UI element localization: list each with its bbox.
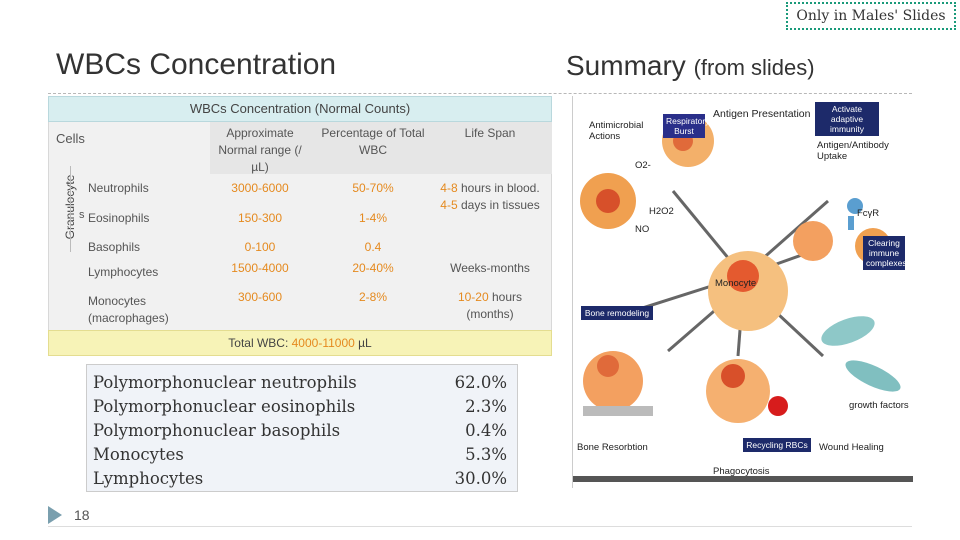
- monocyte-functions-diagram: [572, 96, 913, 488]
- row-cell-eosinophils: Eosinophils: [88, 211, 150, 225]
- table-footer-total: Total WBC: 4000-11000 µL: [48, 330, 552, 356]
- percent-names: [93, 371, 363, 491]
- page-arrow-icon: [48, 506, 62, 524]
- table-caption: WBCs Concentration (Normal Counts): [48, 96, 552, 122]
- list-value: 2.3%: [465, 397, 507, 416]
- row-pct-lymphocytes: 20-40%: [352, 261, 394, 275]
- cells-header: Cells: [56, 131, 85, 146]
- col-life-header: Life Span: [464, 126, 516, 140]
- life-monocytes: 10-20 hours (months): [457, 290, 523, 321]
- page-number: 18: [74, 507, 90, 523]
- row-pct-monocytes: 2-8%: [358, 290, 387, 304]
- divider-bottom: [48, 526, 912, 527]
- granulocytes-bracket: [70, 166, 83, 252]
- label-wound-healing: Wound Healing: [819, 442, 884, 453]
- life-lymphocytes: Weeks-months: [450, 261, 530, 275]
- label-activate-adaptive: Activate adaptive immunity: [815, 102, 879, 136]
- slide-title-left: WBCs Concentration: [56, 48, 337, 81]
- list-value: 30.0%: [454, 469, 507, 488]
- summary-title: Summary: [566, 50, 686, 81]
- list-item: Polymorphonuclear neutrophils: [93, 373, 357, 392]
- row-range-monocytes: 300-600: [237, 290, 283, 304]
- list-item: Monocytes: [93, 445, 184, 464]
- list-value: 62.0%: [454, 373, 507, 392]
- label-respiratory-burst: Respiratory Burst: [663, 114, 705, 138]
- row-pct-basophils: 0.4: [364, 240, 382, 254]
- slide-title-right: [566, 50, 815, 82]
- label-fcyr: FcγR: [857, 208, 880, 219]
- row-range-basophils: 0-100: [244, 240, 276, 254]
- row-range-eosinophils: 150-300: [237, 211, 283, 225]
- label-no: NO: [635, 224, 650, 235]
- summary-subtitle: (from slides): [693, 55, 815, 80]
- row-cell-basophils: Basophils: [88, 240, 141, 254]
- row-pct-eosinophils: 1-4%: [358, 211, 387, 225]
- label-o2: O2-: [635, 160, 651, 171]
- label-bone-resorption: Bone Resorbtion: [577, 442, 648, 453]
- list-item: Lymphocytes: [93, 469, 204, 488]
- col-pct-header: Percentage of Total WBC: [321, 126, 425, 157]
- label-antigen-uptake: Antigen/Antibody Uptake: [817, 140, 889, 162]
- list-item: Polymorphonuclear basophils: [93, 421, 341, 440]
- row-range-neutrophils: 3000-6000: [231, 181, 289, 195]
- label-monocyte: Monocyte: [715, 278, 757, 289]
- row-cell-lymphocytes: Lymphocytes: [88, 265, 159, 279]
- row-pct-neutrophils: 50-70%: [352, 181, 394, 195]
- col-range-header: Approximate Normal range (/µL): [218, 126, 302, 174]
- row-cell-monocytes: Monocytes (macrophages): [88, 294, 169, 325]
- granulocytes-suffix: s: [79, 209, 85, 221]
- label-antimicrobial: Antimicrobial Actions: [589, 120, 644, 142]
- divider-top: [48, 93, 912, 94]
- list-item: Polymorphonuclear eosinophils: [93, 397, 356, 416]
- percent-values: [427, 371, 507, 491]
- percent-box: [86, 364, 518, 492]
- label-h2o2: H2O2: [649, 206, 674, 217]
- row-cell-neutrophils: Neutrophils: [88, 181, 149, 195]
- granulocytes-label: Granulocyte: [63, 174, 77, 240]
- label-clearing-immune: Clearing immune complexes: [863, 236, 905, 270]
- list-value: 5.3%: [465, 445, 507, 464]
- label-recycling-rbcs: Recycling RBCs: [743, 438, 811, 452]
- label-phagocytosis: Phagocytosis: [713, 466, 770, 477]
- only-in-males-badge: Only in Males' Slides: [786, 2, 956, 30]
- row-range-lymphocytes: 1500-4000: [231, 261, 289, 275]
- list-value: 0.4%: [465, 421, 507, 440]
- life-granulocytes: 4-8 hours in blood. 4-5 days in tissues: [440, 181, 540, 212]
- label-bone-remodeling: Bone remodeling: [581, 306, 653, 320]
- label-growth-factors: growth factors: [849, 400, 909, 411]
- label-antigen-presentation: Antigen Presentation: [713, 108, 811, 120]
